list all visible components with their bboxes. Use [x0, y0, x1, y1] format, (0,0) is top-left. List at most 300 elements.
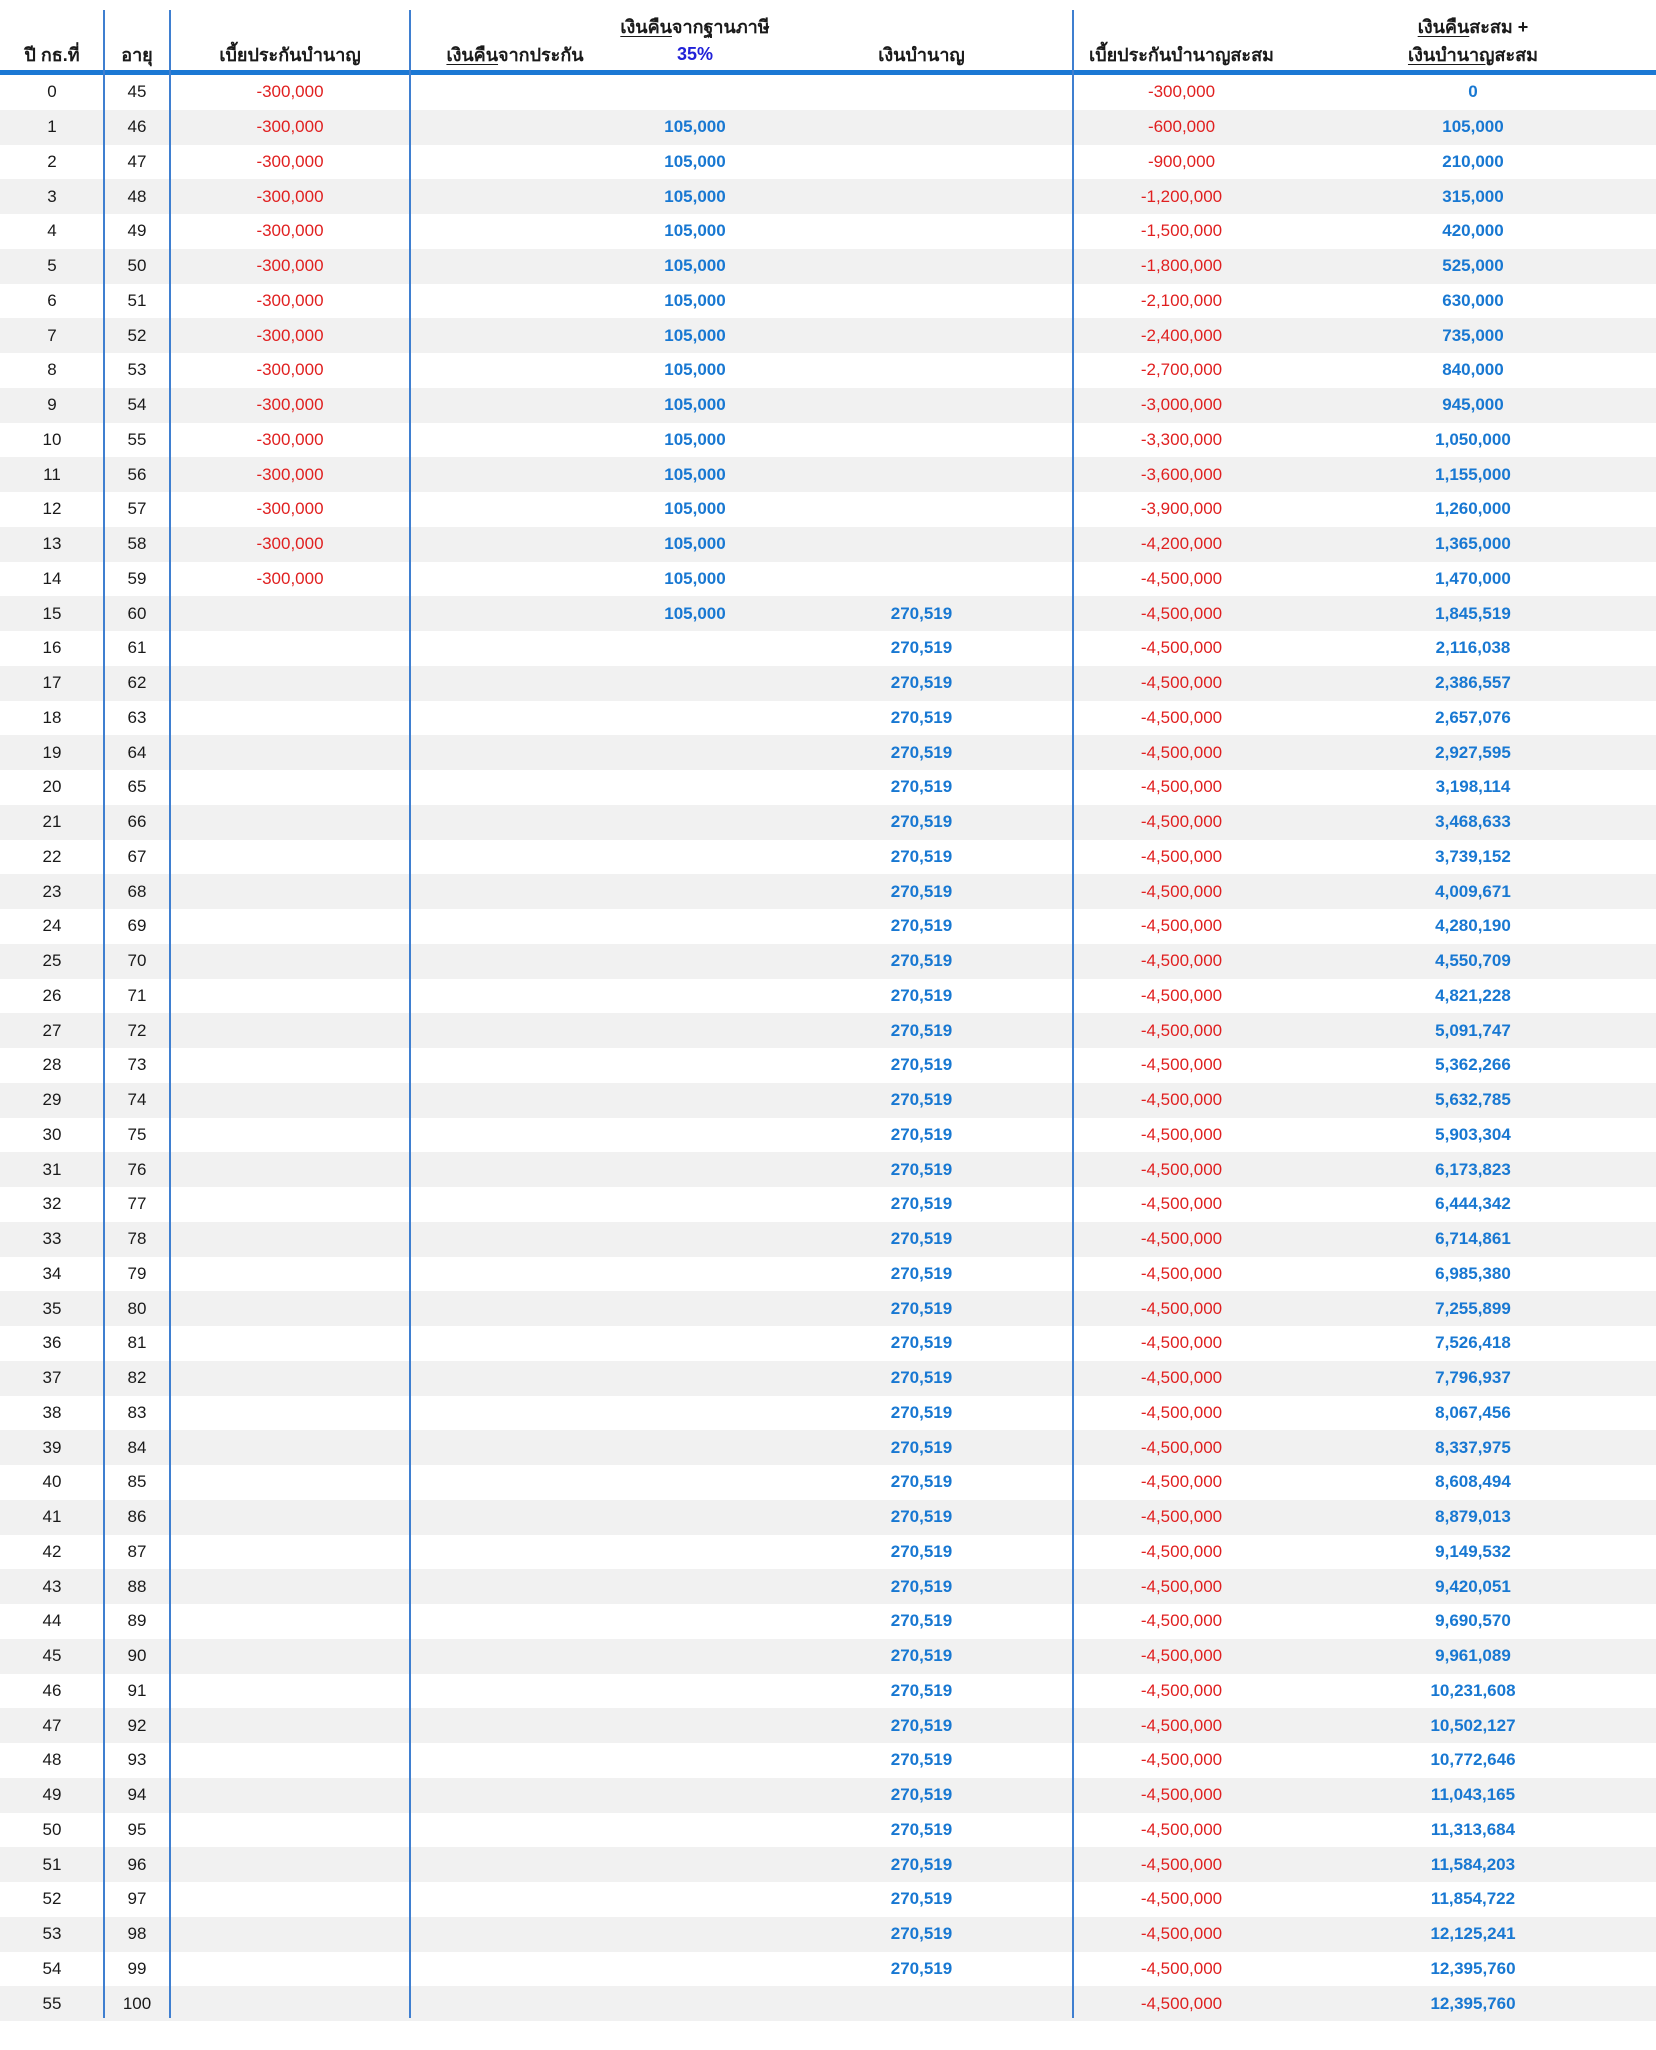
premium-cell: -300,000: [256, 568, 324, 588]
table-row: [0, 1569, 1656, 1604]
header-insurance-refund-underlined: เงินคืน: [446, 45, 499, 65]
cumulative-premium-cell: -4,500,000: [1140, 812, 1223, 832]
year-cell: 50: [42, 1819, 62, 1839]
pension-cell: 270,519: [890, 1715, 953, 1735]
year-cell: 52: [42, 1889, 62, 1909]
premium-cell: -300,000: [256, 221, 324, 241]
tax-refund-cell: [620, 874, 770, 909]
year-cell: 6: [47, 290, 57, 310]
premium-cell: [170, 701, 410, 736]
premium-cell: -300,000: [256, 82, 324, 102]
header-tax-refund-underlined: เงินคืน: [620, 17, 672, 37]
premium-cell: [170, 1674, 410, 1709]
table-row: [0, 1639, 1656, 1674]
table-row: [0, 805, 1656, 840]
cumulative-premium-cell: -4,500,000: [1140, 1854, 1223, 1874]
year-cell: 46: [42, 1680, 62, 1700]
age-cell: 96: [127, 1854, 147, 1874]
cumulative-premium-cell: -3,300,000: [1140, 429, 1223, 449]
cumulative-premium-cell: -4,500,000: [1140, 1333, 1223, 1353]
table-row: [0, 527, 1656, 562]
pension-cell: 270,519: [890, 1854, 953, 1874]
insurance-refund-cell: [410, 1917, 620, 1952]
age-cell: 76: [127, 1159, 147, 1179]
table-row: [0, 1917, 1656, 1952]
premium-cell: [170, 1917, 410, 1952]
table-row: [0, 1500, 1656, 1535]
insurance-refund-cell: [410, 1222, 620, 1257]
premium-cell: [170, 1535, 410, 1570]
pension-cell: [770, 75, 1073, 110]
pension-cell: 270,519: [890, 1402, 953, 1422]
year-cell: 55: [42, 1993, 62, 2013]
insurance-refund-cell: [410, 284, 620, 319]
insurance-refund-cell: [410, 214, 620, 249]
pension-cell: [770, 318, 1073, 353]
insurance-refund-cell: [410, 179, 620, 214]
age-cell: 86: [127, 1507, 147, 1527]
year-cell: 9: [47, 395, 57, 415]
table-row: [0, 1013, 1656, 1048]
premium-cell: -300,000: [256, 534, 324, 554]
cumulative-total-cell: 525,000: [1442, 256, 1504, 276]
year-cell: 42: [42, 1541, 62, 1561]
tax-refund-cell: [620, 1813, 770, 1848]
tax-refund-cell: [620, 979, 770, 1014]
year-cell: 0: [47, 82, 57, 102]
header-cumulative-premium: เบี้ยประกันบำนาญสะสม: [1089, 45, 1274, 65]
table-row: [0, 909, 1656, 944]
column-rule-after-age: [169, 10, 171, 2018]
cumulative-total-cell: 105,000: [1442, 117, 1504, 137]
tax-refund-cell: [620, 1952, 770, 1987]
cumulative-premium-cell: -900,000: [1147, 151, 1216, 171]
cumulative-total-cell: 2,657,076: [1435, 707, 1511, 727]
age-cell: 47: [127, 151, 147, 171]
cumulative-total-cell: 12,125,241: [1430, 1924, 1516, 1944]
year-cell: 20: [42, 777, 62, 797]
insurance-refund-cell: [410, 1257, 620, 1292]
cumulative-premium-cell: -4,500,000: [1140, 673, 1223, 693]
age-cell: 87: [127, 1541, 147, 1561]
pension-cell: 270,519: [890, 1750, 953, 1770]
insurance-refund-cell: [410, 1847, 620, 1882]
premium-cell: [170, 1083, 410, 1118]
tax-refund-cell: [620, 1674, 770, 1709]
pension-cell: 270,519: [890, 1646, 953, 1666]
age-cell: 89: [127, 1611, 147, 1631]
premium-cell: -300,000: [256, 429, 324, 449]
cumulative-total-cell: 2,116,038: [1435, 638, 1511, 658]
age-cell: 50: [127, 256, 147, 276]
tax-refund-cell: 105,000: [664, 186, 726, 206]
pension-cell: 270,519: [890, 1958, 953, 1978]
table-body: [0, 75, 1656, 2021]
table-row: [0, 1535, 1656, 1570]
year-cell: 25: [42, 951, 62, 971]
year-cell: 28: [42, 1055, 62, 1075]
year-cell: 22: [42, 846, 62, 866]
premium-cell: -300,000: [256, 464, 324, 484]
tax-refund-cell: [620, 1257, 770, 1292]
age-cell: 59: [127, 568, 147, 588]
age-cell: 94: [127, 1785, 147, 1805]
insurance-refund-cell: [410, 631, 620, 666]
cumulative-total-cell: 5,632,785: [1435, 1090, 1511, 1110]
pension-cell: 270,519: [890, 1507, 953, 1527]
tax-refund-cell: [620, 1396, 770, 1431]
insurance-refund-cell: [410, 1986, 620, 2021]
cumulative-premium-cell: -4,500,000: [1140, 1263, 1223, 1283]
cumulative-total-cell: 2,927,595: [1435, 742, 1511, 762]
header-cum-refund-rest: สะสม +: [1469, 17, 1529, 37]
pension-cell: [770, 457, 1073, 492]
pension-cell: 270,519: [890, 1680, 953, 1700]
pension-cell: 270,519: [890, 603, 953, 623]
cumulative-premium-cell: -4,500,000: [1140, 1889, 1223, 1909]
cumulative-premium-cell: -4,500,000: [1140, 638, 1223, 658]
cumulative-total-cell: 4,821,228: [1435, 985, 1511, 1005]
table-row: [0, 1604, 1656, 1639]
tax-refund-cell: [620, 1222, 770, 1257]
cumulative-premium-cell: -4,500,000: [1140, 568, 1223, 588]
year-cell: 30: [42, 1124, 62, 1144]
year-cell: 40: [42, 1472, 62, 1492]
insurance-refund-cell: [410, 1465, 620, 1500]
cumulative-total-cell: 6,985,380: [1435, 1263, 1511, 1283]
insurance-refund-cell: [410, 1291, 620, 1326]
pension-cell: 270,519: [890, 1020, 953, 1040]
age-cell: 71: [127, 985, 147, 1005]
table-row: [0, 631, 1656, 666]
cumulative-premium-cell: -4,500,000: [1140, 1437, 1223, 1457]
pension-cell: [770, 492, 1073, 527]
premium-cell: [170, 1847, 410, 1882]
premium-cell: [170, 1500, 410, 1535]
insurance-refund-cell: [410, 770, 620, 805]
insurance-refund-cell: [410, 457, 620, 492]
premium-cell: [170, 805, 410, 840]
tax-refund-cell: [620, 631, 770, 666]
header-pension: เงินบำนาญ: [878, 45, 965, 65]
insurance-refund-cell: [410, 1813, 620, 1848]
cumulative-premium-cell: -4,500,000: [1140, 1680, 1223, 1700]
cumulative-premium-cell: -4,500,000: [1140, 603, 1223, 623]
pension-cell: 270,519: [890, 1055, 953, 1075]
premium-cell: -300,000: [256, 186, 324, 206]
table-row: [0, 562, 1656, 597]
table-row: [0, 1813, 1656, 1848]
age-cell: 85: [127, 1472, 147, 1492]
cumulative-premium-cell: -4,500,000: [1140, 1819, 1223, 1839]
insurance-refund-cell: [410, 318, 620, 353]
age-cell: 53: [127, 360, 147, 380]
year-cell: 13: [42, 534, 62, 554]
cumulative-premium-cell: -600,000: [1147, 117, 1216, 137]
tax-refund-cell: [620, 1187, 770, 1222]
insurance-refund-cell: [410, 249, 620, 284]
age-cell: 56: [127, 464, 147, 484]
tax-refund-cell: [620, 805, 770, 840]
cumulative-total-cell: 840,000: [1442, 360, 1504, 380]
insurance-refund-cell: [410, 1430, 620, 1465]
cumulative-premium-cell: -4,500,000: [1140, 707, 1223, 727]
premium-cell: -300,000: [256, 395, 324, 415]
cumulative-total-cell: 6,444,342: [1435, 1194, 1511, 1214]
pension-cell: [770, 388, 1073, 423]
insurance-refund-cell: [410, 1361, 620, 1396]
tax-refund-cell: [620, 1083, 770, 1118]
pension-cell: 270,519: [890, 1333, 953, 1353]
cumulative-premium-cell: -4,500,000: [1140, 1611, 1223, 1631]
age-cell: 73: [127, 1055, 147, 1075]
tax-refund-cell: 105,000: [664, 117, 726, 137]
pension-cell: 270,519: [890, 1819, 953, 1839]
cumulative-total-cell: 7,796,937: [1435, 1368, 1511, 1388]
pension-cell: 270,519: [890, 707, 953, 727]
premium-cell: -300,000: [256, 256, 324, 276]
table-row: [0, 596, 1656, 631]
premium-cell: [170, 1326, 410, 1361]
age-cell: 92: [127, 1715, 147, 1735]
premium-cell: [170, 770, 410, 805]
cumulative-total-cell: 630,000: [1442, 290, 1504, 310]
insurance-refund-cell: [410, 1152, 620, 1187]
year-cell: 51: [42, 1854, 62, 1874]
tax-refund-cell: [620, 1986, 770, 2021]
cumulative-premium-cell: -4,500,000: [1140, 1124, 1223, 1144]
cumulative-premium-cell: -4,500,000: [1140, 916, 1223, 936]
tax-refund-cell: [620, 1569, 770, 1604]
premium-cell: [170, 944, 410, 979]
table-row: [0, 735, 1656, 770]
pension-cell: 270,519: [890, 846, 953, 866]
table-row: [0, 318, 1656, 353]
insurance-refund-cell: [410, 1118, 620, 1153]
cumulative-premium-cell: -4,500,000: [1140, 1715, 1223, 1735]
spacer: [770, 12, 1073, 41]
premium-cell: [170, 1952, 410, 1987]
pension-cell: 270,519: [890, 1124, 953, 1144]
premium-cell: [170, 840, 410, 875]
age-cell: 91: [127, 1680, 147, 1700]
year-cell: 18: [42, 707, 62, 727]
year-cell: 7: [47, 325, 57, 345]
year-cell: 1: [47, 117, 57, 137]
tax-refund-cell: [620, 1430, 770, 1465]
tax-refund-cell: [620, 666, 770, 701]
tax-refund-cell: [620, 944, 770, 979]
year-cell: 2: [47, 151, 57, 171]
table-row: [0, 1430, 1656, 1465]
insurance-refund-cell: [410, 1535, 620, 1570]
pension-cell: [770, 110, 1073, 145]
insurance-refund-cell: [410, 1013, 620, 1048]
age-cell: 61: [127, 638, 147, 658]
header-cum-pension-underlined: เงินบำนาญ: [1407, 45, 1495, 65]
insurance-refund-cell: [410, 840, 620, 875]
pension-cell: 270,519: [890, 742, 953, 762]
table-row: [0, 492, 1656, 527]
cumulative-premium-cell: -4,500,000: [1140, 1993, 1223, 2013]
premium-cell: -300,000: [256, 325, 324, 345]
year-cell: 29: [42, 1090, 62, 1110]
age-cell: 74: [127, 1090, 147, 1110]
pension-cell: 270,519: [890, 1194, 953, 1214]
cumulative-premium-cell: -3,600,000: [1140, 464, 1223, 484]
age-cell: 63: [127, 707, 147, 727]
table-row: [0, 1083, 1656, 1118]
insurance-refund-cell: [410, 1743, 620, 1778]
age-cell: 54: [127, 395, 147, 415]
year-cell: 49: [42, 1785, 62, 1805]
table-row: [0, 1396, 1656, 1431]
premium-cell: [170, 1708, 410, 1743]
table-row: [0, 979, 1656, 1014]
premium-cell: -300,000: [256, 360, 324, 380]
year-cell: 23: [42, 881, 62, 901]
tax-refund-cell: 105,000: [664, 568, 726, 588]
tax-refund-cell: [620, 701, 770, 736]
premium-cell: [170, 1152, 410, 1187]
pension-cell: 270,519: [890, 916, 953, 936]
age-cell: 64: [127, 742, 147, 762]
cumulative-total-cell: 1,365,000: [1435, 534, 1511, 554]
pension-cell: 270,519: [890, 1541, 953, 1561]
insurance-refund-cell: [410, 423, 620, 458]
age-cell: 60: [127, 603, 147, 623]
table-row: [0, 388, 1656, 423]
age-cell: 97: [127, 1889, 147, 1909]
cumulative-total-cell: 10,231,608: [1430, 1680, 1516, 1700]
tax-refund-cell: 105,000: [664, 429, 726, 449]
cumulative-total-cell: 6,714,861: [1435, 1229, 1511, 1249]
insurance-refund-cell: [410, 1778, 620, 1813]
cumulative-total-cell: 7,255,899: [1435, 1298, 1511, 1318]
table-row: [0, 75, 1656, 110]
insurance-refund-cell: [410, 1674, 620, 1709]
tax-refund-cell: [620, 1013, 770, 1048]
pension-cell: 270,519: [890, 985, 953, 1005]
table-row: [0, 1882, 1656, 1917]
cumulative-total-cell: 945,000: [1442, 395, 1504, 415]
cumulative-premium-cell: -4,500,000: [1140, 777, 1223, 797]
pension-cell: [770, 562, 1073, 597]
premium-cell: [170, 1465, 410, 1500]
cumulative-premium-cell: -4,500,000: [1140, 1576, 1223, 1596]
cumulative-total-cell: 5,903,304: [1435, 1124, 1511, 1144]
table-row: [0, 840, 1656, 875]
age-cell: 77: [127, 1194, 147, 1214]
tax-refund-cell: [620, 1291, 770, 1326]
premium-cell: [170, 1013, 410, 1048]
pension-cell: [770, 284, 1073, 319]
year-cell: 19: [42, 742, 62, 762]
premium-cell: [170, 666, 410, 701]
age-cell: 49: [127, 221, 147, 241]
premium-cell: [170, 1569, 410, 1604]
cumulative-total-cell: 12,395,760: [1430, 1958, 1516, 1978]
age-cell: 80: [127, 1298, 147, 1318]
pension-cell: [770, 214, 1073, 249]
pension-cell: 270,519: [890, 1437, 953, 1457]
table-row: [0, 1048, 1656, 1083]
age-cell: 99: [127, 1958, 147, 1978]
age-cell: 45: [127, 82, 147, 102]
table-row: [0, 1361, 1656, 1396]
year-cell: 36: [42, 1333, 62, 1353]
pension-cell: [770, 249, 1073, 284]
cumulative-premium-cell: -4,500,000: [1140, 1750, 1223, 1770]
pension-cell: 270,519: [890, 1368, 953, 1388]
age-cell: 62: [127, 673, 147, 693]
tax-refund-cell: [620, 1535, 770, 1570]
cumulative-total-cell: 9,149,532: [1435, 1541, 1511, 1561]
year-cell: 35: [42, 1298, 62, 1318]
insurance-refund-cell: [410, 944, 620, 979]
pension-cell: 270,519: [890, 1785, 953, 1805]
tax-refund-cell: [620, 1118, 770, 1153]
cumulative-premium-cell: -4,500,000: [1140, 1159, 1223, 1179]
year-cell: 8: [47, 360, 57, 380]
insurance-refund-cell: [410, 1500, 620, 1535]
cumulative-total-cell: 8,879,013: [1435, 1507, 1511, 1527]
cumulative-total-cell: 10,502,127: [1430, 1715, 1516, 1735]
cumulative-premium-cell: -4,500,000: [1140, 1958, 1223, 1978]
table-row: [0, 874, 1656, 909]
cumulative-total-cell: 9,420,051: [1435, 1576, 1511, 1596]
table-row: [0, 423, 1656, 458]
tax-refund-cell: [620, 1917, 770, 1952]
premium-cell: [170, 1361, 410, 1396]
premium-cell: -300,000: [256, 117, 324, 137]
insurance-refund-cell: [410, 979, 620, 1014]
pension-cell: 270,519: [890, 1263, 953, 1283]
cumulative-total-cell: 10,772,646: [1430, 1750, 1516, 1770]
year-cell: 26: [42, 985, 62, 1005]
age-cell: 95: [127, 1819, 147, 1839]
header-tax-refund-group: [620, 12, 770, 41]
premium-cell: [170, 735, 410, 770]
cumulative-premium-cell: -1,200,000: [1140, 186, 1223, 206]
table-row: [0, 1187, 1656, 1222]
pension-cell: 270,519: [890, 1229, 953, 1249]
tax-refund-cell: [620, 1639, 770, 1674]
cumulative-total-cell: 9,961,089: [1435, 1646, 1511, 1666]
age-cell: 98: [127, 1924, 147, 1944]
age-cell: 84: [127, 1437, 147, 1457]
premium-cell: [170, 1986, 410, 2021]
insurance-refund-cell: [410, 1639, 620, 1674]
age-cell: 81: [127, 1333, 147, 1353]
year-cell: 5: [47, 256, 57, 276]
year-cell: 39: [42, 1437, 62, 1457]
cumulative-premium-cell: -4,500,000: [1140, 1924, 1223, 1944]
cumulative-premium-cell: -4,500,000: [1140, 846, 1223, 866]
header-cum-refund-underlined: เงินคืน: [1417, 17, 1470, 37]
insurance-refund-cell: [410, 562, 620, 597]
pension-cell: 270,519: [890, 638, 953, 658]
cumulative-total-cell: 6,173,823: [1435, 1159, 1511, 1179]
year-cell: 27: [42, 1020, 62, 1040]
insurance-refund-cell: [410, 596, 620, 631]
premium-cell: [170, 909, 410, 944]
tax-refund-cell: [620, 909, 770, 944]
spacer: [410, 12, 620, 41]
cumulative-total-cell: 3,468,633: [1435, 812, 1511, 832]
table-row: [0, 1952, 1656, 1987]
premium-cell: -300,000: [256, 151, 324, 171]
